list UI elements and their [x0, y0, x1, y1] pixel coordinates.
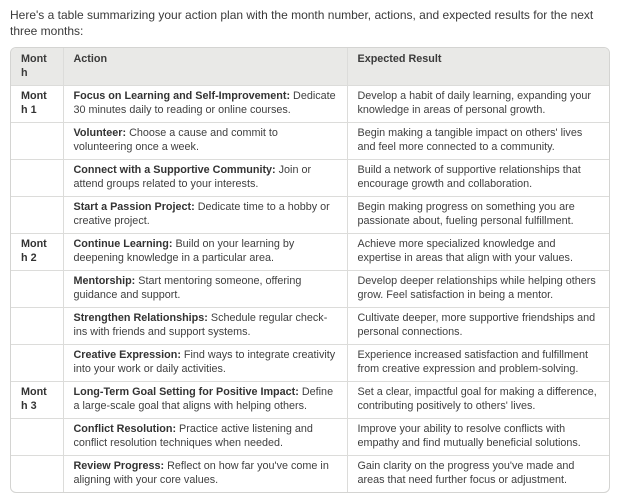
- action-title: Connect with a Supportive Community:: [73, 164, 276, 177]
- action-desc: Build on your learning by deepening knowledge in a particular area.: [73, 238, 295, 264]
- action-cell: [63, 160, 347, 197]
- month-cell: [11, 419, 63, 456]
- month-cell: Month 2: [11, 234, 63, 271]
- action-desc: Dedicate time to a hobby or creative project.: [73, 201, 330, 227]
- table-row: [11, 419, 609, 456]
- action-cell: [63, 382, 347, 419]
- action-cell: [63, 86, 347, 123]
- action-cell: [63, 197, 347, 234]
- month-cell: [11, 123, 63, 160]
- month-cell: [11, 197, 63, 234]
- header-month: Month: [11, 48, 63, 85]
- table-row: [11, 271, 609, 308]
- action-title: Start a Passion Project:: [73, 201, 195, 214]
- result-cell: Experience increased satisfaction and fulfillment from creative expression and problem-solving.: [347, 345, 609, 382]
- table-row: [11, 160, 609, 197]
- result-cell: Begin making a tangible impact on others' lives and feel more connected to a community.: [347, 123, 609, 160]
- action-desc: Find ways to integrate creativity into your work or daily activities.: [73, 349, 336, 375]
- action-cell: [63, 456, 347, 492]
- table-row: [11, 197, 609, 234]
- intro-text: Here's a table summarizing your action plan with the month number, actions, and expected results for the next three months:: [10, 8, 594, 39]
- action-cell: [63, 234, 347, 271]
- month-cell: [11, 456, 63, 492]
- action-title: Creative Expression:: [73, 349, 181, 362]
- action-title: Mentorship:: [73, 275, 136, 288]
- action-plan-table: [11, 48, 609, 492]
- result-cell: Cultivate deeper, more supportive friendships and personal connections.: [347, 308, 609, 345]
- table-row: [11, 345, 609, 382]
- table-row: [11, 456, 609, 492]
- table-header-row: [11, 48, 609, 85]
- action-title: Conflict Resolution:: [73, 423, 177, 436]
- header-action: Action: [63, 48, 347, 85]
- action-plan-table-container: [10, 47, 610, 493]
- action-title: Continue Learning:: [73, 238, 173, 251]
- action-title: Focus on Learning and Self-Improvement:: [73, 90, 291, 103]
- table-row: [11, 308, 609, 345]
- action-cell: [63, 123, 347, 160]
- action-desc: Start mentoring someone, offering guidance and support.: [73, 275, 302, 301]
- action-cell: [63, 271, 347, 308]
- action-title: Review Progress:: [73, 460, 165, 473]
- result-cell: Develop deeper relationships while helping others grow. Feel satisfaction in being a mentor.: [347, 271, 609, 308]
- result-cell: Achieve more specialized knowledge and expertise in areas that align with your values.: [347, 234, 609, 271]
- action-cell: [63, 308, 347, 345]
- result-cell: Set a clear, impactful goal for making a difference, contributing positively to others' lives.: [347, 382, 609, 419]
- month-cell: [11, 271, 63, 308]
- month-cell: Month 1: [11, 86, 63, 123]
- table-row: [11, 382, 609, 419]
- action-desc: Practice active listening and conflict resolution techniques when needed.: [73, 423, 313, 449]
- result-cell: Begin making progress on something you are passionate about, fueling personal fulfillment.: [347, 197, 609, 234]
- action-desc: Define a large-scale goal that aligns with helping others.: [73, 386, 334, 412]
- action-cell: [63, 345, 347, 382]
- action-desc: Dedicate 30 minutes daily to reading or online courses.: [73, 90, 336, 116]
- table-row: [11, 123, 609, 160]
- action-title: Volunteer:: [73, 127, 127, 140]
- table-row: [11, 234, 609, 271]
- action-desc: Reflect on how far you've come in aligning with your core values.: [73, 460, 329, 486]
- action-desc: Schedule regular check-ins with friends and support systems.: [73, 312, 328, 338]
- result-cell: Improve your ability to resolve conflicts with empathy and find mutually beneficial solutions.: [347, 419, 609, 456]
- month-cell: [11, 345, 63, 382]
- action-cell: [63, 419, 347, 456]
- result-cell: Develop a habit of daily learning, expanding your knowledge in areas of personal growth.: [347, 86, 609, 123]
- action-desc: Choose a cause and commit to volunteering once a week.: [73, 127, 278, 153]
- month-cell: Month 3: [11, 382, 63, 419]
- month-cell: [11, 308, 63, 345]
- result-cell: Gain clarity on the progress you've made and areas that need further focus or adjustment.: [347, 456, 609, 492]
- action-title: Long-Term Goal Setting for Positive Impact:: [73, 386, 299, 399]
- table-row: [11, 86, 609, 123]
- action-title: Strengthen Relationships:: [73, 312, 208, 325]
- result-cell: Build a network of supportive relationships that encourage growth and collaboration.: [347, 160, 609, 197]
- header-expected-result: Expected Result: [347, 48, 609, 85]
- month-cell: [11, 160, 63, 197]
- action-desc: Join or attend groups related to your interests.: [73, 164, 312, 190]
